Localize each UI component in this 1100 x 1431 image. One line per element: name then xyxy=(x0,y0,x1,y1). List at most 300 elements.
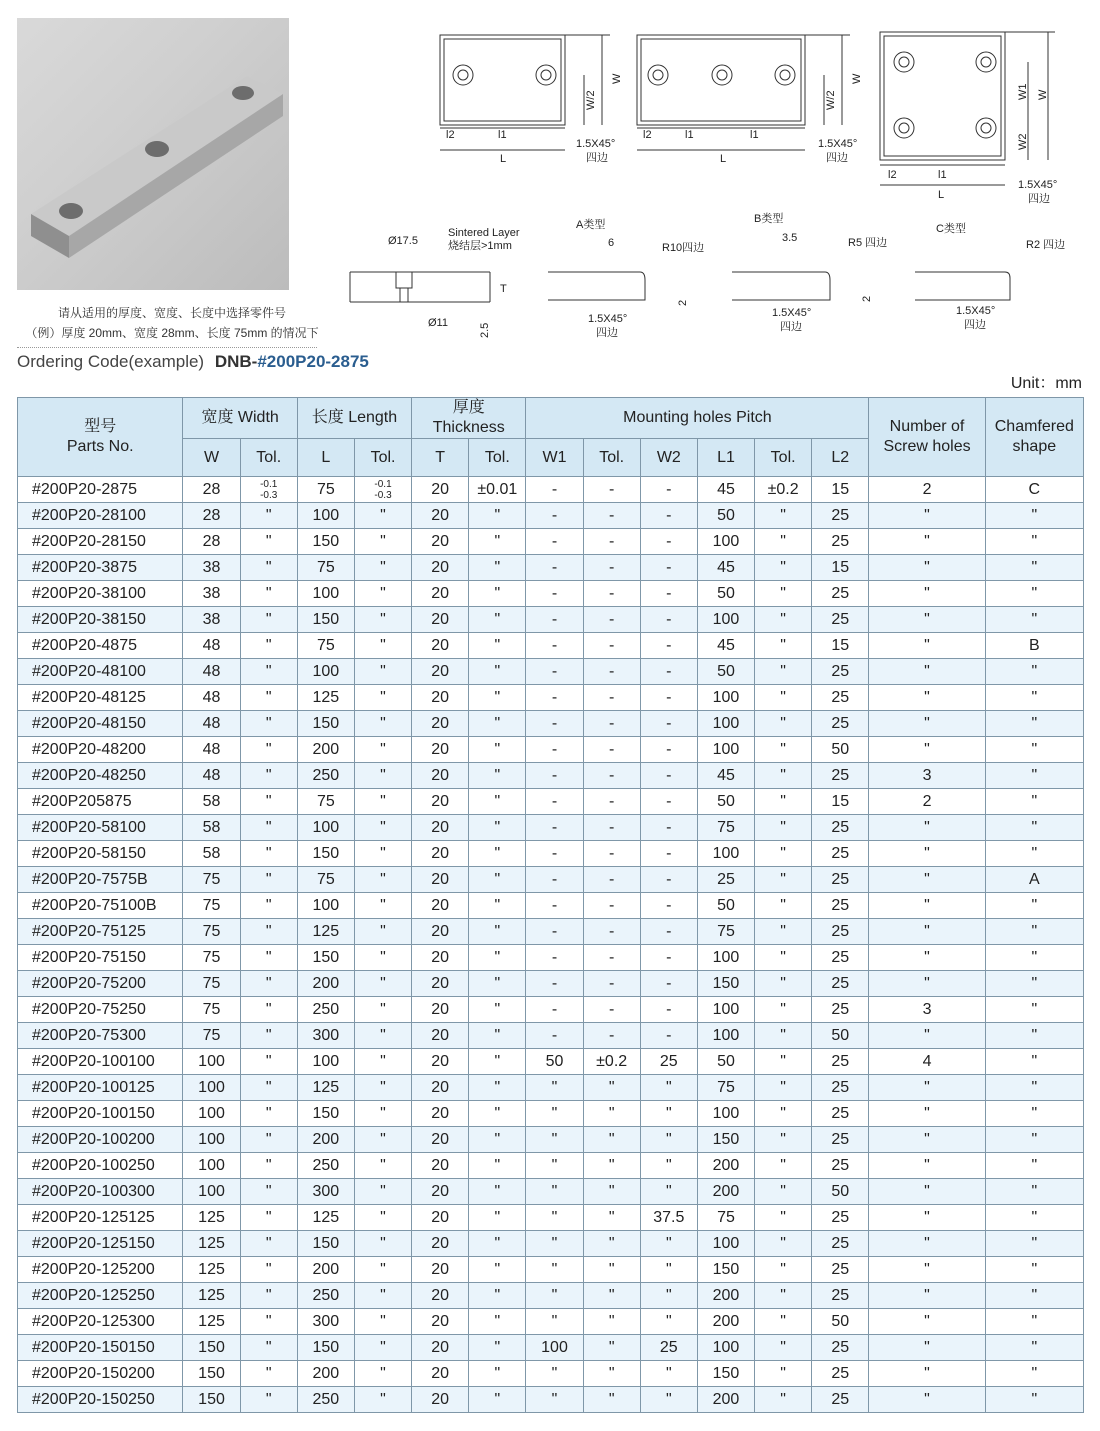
table-cell: " xyxy=(869,1257,985,1283)
table-row xyxy=(18,815,1084,841)
part-number-cell: #200P205875 xyxy=(18,789,183,815)
table-cell: - xyxy=(583,685,640,711)
svg-text:W/2: W/2 xyxy=(585,90,597,110)
table-cell: " xyxy=(354,789,411,815)
table-cell: - xyxy=(583,737,640,763)
divider xyxy=(17,347,317,348)
table-cell: - xyxy=(583,711,640,737)
table-cell: " xyxy=(755,1075,812,1101)
table-cell: 25 xyxy=(812,1231,869,1257)
table-cell: - xyxy=(640,477,697,503)
subheader-cell: Tol. xyxy=(583,439,640,477)
table-cell: " xyxy=(469,737,526,763)
table-cell xyxy=(354,477,411,503)
table-cell: 50 xyxy=(697,789,754,815)
table-cell: - xyxy=(583,919,640,945)
table-cell: " xyxy=(869,1309,985,1335)
ordering-label: Ordering Code(example) xyxy=(17,352,205,371)
table-row xyxy=(18,607,1084,633)
table-cell: - xyxy=(526,815,583,841)
table-cell: 200 xyxy=(297,1127,354,1153)
table-cell: - xyxy=(526,971,583,997)
table-cell: 75 xyxy=(697,1075,754,1101)
table-cell: " xyxy=(755,503,812,529)
table-cell: " xyxy=(985,685,1083,711)
table-cell: " xyxy=(240,1361,297,1387)
table-cell: " xyxy=(469,1023,526,1049)
table-row xyxy=(18,867,1084,893)
table-cell: " xyxy=(985,607,1083,633)
table-cell: 25 xyxy=(812,685,869,711)
table-cell: 75 xyxy=(297,633,354,659)
table-cell: 15 xyxy=(812,633,869,659)
table-row xyxy=(18,1231,1084,1257)
table-cell: - xyxy=(526,1023,583,1049)
table-cell: 100 xyxy=(297,581,354,607)
table-cell: - xyxy=(526,945,583,971)
table-cell: 38 xyxy=(183,607,240,633)
table-cell: " xyxy=(354,1153,411,1179)
table-cell: " xyxy=(583,1231,640,1257)
table-cell: " xyxy=(755,1127,812,1153)
table-cell: 125 xyxy=(183,1231,240,1257)
table-cell: 25 xyxy=(812,763,869,789)
table-cell: " xyxy=(755,555,812,581)
part-number-cell: #200P20-100250 xyxy=(18,1153,183,1179)
svg-text:C类型: C类型 xyxy=(936,223,966,235)
table-cell: " xyxy=(354,1075,411,1101)
table-cell: 20 xyxy=(412,529,469,555)
table-cell: 25 xyxy=(640,1049,697,1075)
part-number-cell: #200P20-150150 xyxy=(18,1335,183,1361)
table-cell: " xyxy=(869,1361,985,1387)
part-number-cell: #200P20-100300 xyxy=(18,1179,183,1205)
table-cell: " xyxy=(755,1179,812,1205)
table-cell: " xyxy=(985,1205,1083,1231)
unit-label: Unit：mm xyxy=(1010,375,1082,392)
table-cell: - xyxy=(640,659,697,685)
table-cell: 20 xyxy=(412,1387,469,1413)
table-cell: " xyxy=(469,555,526,581)
header-chamfer: Chamfered shape xyxy=(985,398,1083,477)
table-cell: " xyxy=(354,1387,411,1413)
svg-text:Ø11: Ø11 xyxy=(428,317,448,329)
svg-text:W: W xyxy=(611,73,623,84)
svg-text:Sintered Layer: Sintered Layer xyxy=(448,227,520,239)
table-cell: 4 xyxy=(869,1049,985,1075)
table-cell: 20 xyxy=(412,893,469,919)
table-cell: " xyxy=(354,685,411,711)
table-cell: " xyxy=(240,815,297,841)
table-cell: " xyxy=(985,1023,1083,1049)
table-cell: " xyxy=(640,1231,697,1257)
table-cell: " xyxy=(985,1101,1083,1127)
table-cell: " xyxy=(240,685,297,711)
table-row xyxy=(18,659,1084,685)
table-cell: 48 xyxy=(183,685,240,711)
table-cell: 100 xyxy=(697,529,754,555)
table-cell: 25 xyxy=(812,1049,869,1075)
table-cell: " xyxy=(583,1257,640,1283)
table-cell: " xyxy=(985,581,1083,607)
table-cell: " xyxy=(985,945,1083,971)
svg-text:L: L xyxy=(720,153,727,165)
table-cell: - xyxy=(640,711,697,737)
table-row xyxy=(18,685,1084,711)
svg-text:四边: 四边 xyxy=(586,152,608,164)
table-cell: " xyxy=(354,737,411,763)
table-cell: " xyxy=(240,1387,297,1413)
table-cell: - xyxy=(640,997,697,1023)
table-cell: " xyxy=(755,815,812,841)
table-row xyxy=(18,919,1084,945)
ordering-code xyxy=(17,352,369,372)
table-cell: 50 xyxy=(526,1049,583,1075)
table-row xyxy=(18,1283,1084,1309)
table-cell: - xyxy=(526,659,583,685)
table-cell: " xyxy=(985,763,1083,789)
table-cell: - xyxy=(526,737,583,763)
table-cell: C xyxy=(985,477,1083,503)
table-cell: " xyxy=(354,763,411,789)
table-cell: 75 xyxy=(183,945,240,971)
table-cell: " xyxy=(755,893,812,919)
table-cell: " xyxy=(240,633,297,659)
table-cell: 250 xyxy=(297,1387,354,1413)
table-cell: 25 xyxy=(812,503,869,529)
table-cell: " xyxy=(985,529,1083,555)
table-cell: " xyxy=(869,711,985,737)
table-cell: - xyxy=(640,867,697,893)
table-cell: - xyxy=(583,893,640,919)
tolerance-stack: -0.1 -0.3 xyxy=(374,478,392,501)
table-cell: " xyxy=(469,1283,526,1309)
table-cell: 75 xyxy=(183,971,240,997)
table-cell: 20 xyxy=(412,1231,469,1257)
table-cell: 20 xyxy=(412,1101,469,1127)
table-cell: " xyxy=(755,1283,812,1309)
header-mounting: Mounting holes Pitch xyxy=(526,398,869,439)
part-number-cell: #200P20-38100 xyxy=(18,581,183,607)
table-cell: " xyxy=(985,1309,1083,1335)
part-number-cell: #200P20-125250 xyxy=(18,1283,183,1309)
table-cell: - xyxy=(526,555,583,581)
table-cell: " xyxy=(755,711,812,737)
table-cell: " xyxy=(583,1335,640,1361)
table-cell: 20 xyxy=(412,867,469,893)
part-number-cell: #200P20-75200 xyxy=(18,971,183,997)
table-row xyxy=(18,841,1084,867)
table-cell: " xyxy=(583,1309,640,1335)
table-cell: " xyxy=(869,633,985,659)
table-cell: 50 xyxy=(697,503,754,529)
svg-text:2: 2 xyxy=(677,299,689,306)
table-row xyxy=(18,893,1084,919)
part-number-cell: #200P20-75150 xyxy=(18,945,183,971)
table-cell: 200 xyxy=(697,1387,754,1413)
table-row xyxy=(18,1205,1084,1231)
table-cell: 28 xyxy=(183,503,240,529)
table-cell: 3 xyxy=(869,763,985,789)
table-cell: " xyxy=(240,997,297,1023)
part-number-cell: #200P20-58100 xyxy=(18,815,183,841)
table-cell: 48 xyxy=(183,633,240,659)
header-parts: 型号 Parts No. xyxy=(18,398,183,477)
table-cell: 100 xyxy=(183,1049,240,1075)
subheader-cell: W2 xyxy=(640,439,697,477)
table-cell: 150 xyxy=(297,1231,354,1257)
table-cell: " xyxy=(869,1205,985,1231)
table-cell: " xyxy=(469,1075,526,1101)
table-cell: 250 xyxy=(297,997,354,1023)
table-cell: " xyxy=(583,1179,640,1205)
header-width: 宽度 Width xyxy=(183,398,297,439)
table-cell: " xyxy=(526,1257,583,1283)
table-cell: - xyxy=(640,945,697,971)
table-cell: 300 xyxy=(297,1309,354,1335)
table-cell: 25 xyxy=(812,1257,869,1283)
table-cell: " xyxy=(354,1335,411,1361)
svg-text:6: 6 xyxy=(608,237,615,249)
table-cell: " xyxy=(640,1101,697,1127)
subheader-cell: L2 xyxy=(812,439,869,477)
part-number-cell: #200P20-28150 xyxy=(18,529,183,555)
table-cell: 38 xyxy=(183,581,240,607)
table-cell: 150 xyxy=(183,1387,240,1413)
svg-text:1.5X45°: 1.5X45° xyxy=(818,138,858,150)
table-cell: 100 xyxy=(697,711,754,737)
table-cell: " xyxy=(869,685,985,711)
table-cell: " xyxy=(985,1283,1083,1309)
svg-text:l2: l2 xyxy=(643,129,652,141)
table-cell: 3 xyxy=(869,997,985,1023)
table-cell: - xyxy=(583,1023,640,1049)
table-cell: 25 xyxy=(812,1153,869,1179)
svg-text:T: T xyxy=(500,283,507,295)
table-cell: 200 xyxy=(697,1283,754,1309)
table-cell: " xyxy=(755,529,812,555)
table-cell: " xyxy=(640,1309,697,1335)
table-cell: " xyxy=(640,1179,697,1205)
part-number-cell: #200P20-100200 xyxy=(18,1127,183,1153)
table-cell: 125 xyxy=(183,1283,240,1309)
table-cell: " xyxy=(869,1075,985,1101)
svg-text:W: W xyxy=(1037,89,1049,100)
table-cell: " xyxy=(583,1283,640,1309)
table-cell: - xyxy=(640,503,697,529)
table-cell: " xyxy=(583,1361,640,1387)
table-cell: 50 xyxy=(697,581,754,607)
table-cell: 15 xyxy=(812,477,869,503)
part-number-cell: #200P20-125200 xyxy=(18,1257,183,1283)
subheader-cell: T xyxy=(412,439,469,477)
table-cell: - xyxy=(640,581,697,607)
table-cell: " xyxy=(755,1361,812,1387)
table-cell: " xyxy=(869,1335,985,1361)
table-cell: " xyxy=(583,1101,640,1127)
table-cell: A xyxy=(985,867,1083,893)
table-cell: ±0.2 xyxy=(755,477,812,503)
table-cell: " xyxy=(755,1335,812,1361)
table-cell: " xyxy=(354,659,411,685)
table-cell: " xyxy=(240,1231,297,1257)
table-cell: 200 xyxy=(697,1179,754,1205)
product-photo xyxy=(17,18,289,290)
table-cell: - xyxy=(526,997,583,1023)
table-cell: " xyxy=(869,503,985,529)
table-cell: " xyxy=(240,607,297,633)
table-cell: 50 xyxy=(697,1049,754,1075)
table-cell: - xyxy=(640,789,697,815)
table-cell: 150 xyxy=(697,1127,754,1153)
table-cell: - xyxy=(640,763,697,789)
table-cell: 100 xyxy=(183,1153,240,1179)
table-cell: " xyxy=(469,763,526,789)
table-cell: 150 xyxy=(183,1335,240,1361)
table-cell: " xyxy=(240,659,297,685)
table-cell: 20 xyxy=(412,763,469,789)
table-cell: " xyxy=(240,1153,297,1179)
table-cell: 45 xyxy=(697,555,754,581)
table-cell: 100 xyxy=(297,815,354,841)
table-cell: " xyxy=(354,555,411,581)
table-cell: 2 xyxy=(869,789,985,815)
table-cell: - xyxy=(526,789,583,815)
svg-text:烧结层>1mm: 烧结层>1mm xyxy=(448,240,512,252)
table-row xyxy=(18,763,1084,789)
svg-text:L: L xyxy=(500,153,507,165)
part-number-cell: #200P20-58150 xyxy=(18,841,183,867)
table-cell: " xyxy=(985,841,1083,867)
table-cell: " xyxy=(985,711,1083,737)
table-cell: - xyxy=(640,971,697,997)
table-cell: 37.5 xyxy=(640,1205,697,1231)
part-number-cell: #200P20-100100 xyxy=(18,1049,183,1075)
table-cell: B xyxy=(985,633,1083,659)
table-cell: " xyxy=(354,893,411,919)
table-cell: " xyxy=(526,1101,583,1127)
table-cell: " xyxy=(583,1153,640,1179)
table-cell: " xyxy=(640,1257,697,1283)
table-cell: 2 xyxy=(869,477,985,503)
table-cell: " xyxy=(469,997,526,1023)
table-cell: " xyxy=(869,1023,985,1049)
table-cell: 25 xyxy=(812,711,869,737)
table-cell: " xyxy=(354,529,411,555)
table-cell: 25 xyxy=(812,919,869,945)
table-cell: " xyxy=(985,659,1083,685)
table-cell: " xyxy=(526,1179,583,1205)
svg-text:2.5: 2.5 xyxy=(479,322,491,338)
part-number-cell: #200P20-7575B xyxy=(18,867,183,893)
table-cell: 75 xyxy=(183,997,240,1023)
table-cell: 150 xyxy=(297,945,354,971)
table-cell: 20 xyxy=(412,685,469,711)
subheader-cell: Tol. xyxy=(240,439,297,477)
table-cell: " xyxy=(583,1205,640,1231)
table-cell: " xyxy=(869,867,985,893)
table-cell: - xyxy=(526,867,583,893)
table-cell: - xyxy=(583,997,640,1023)
table-cell: " xyxy=(869,555,985,581)
table-cell: ±0.2 xyxy=(583,1049,640,1075)
table-cell: " xyxy=(354,971,411,997)
table-cell: - xyxy=(640,685,697,711)
svg-text:Ø17.5: Ø17.5 xyxy=(388,235,418,247)
table-cell: " xyxy=(869,581,985,607)
table-cell: 75 xyxy=(697,815,754,841)
subheader-cell: Tol. xyxy=(755,439,812,477)
svg-text:A类型: A类型 xyxy=(576,219,606,231)
table-cell: 25 xyxy=(812,815,869,841)
table-cell: " xyxy=(469,1127,526,1153)
table-cell: 20 xyxy=(412,919,469,945)
table-cell: " xyxy=(469,1387,526,1413)
table-cell: " xyxy=(640,1127,697,1153)
table-cell: " xyxy=(469,711,526,737)
table-cell: 20 xyxy=(412,1283,469,1309)
svg-text:1.5X45°: 1.5X45° xyxy=(956,305,996,317)
table-cell: " xyxy=(354,1101,411,1127)
table-cell: - xyxy=(526,633,583,659)
table-cell: " xyxy=(869,607,985,633)
subheader-cell: L xyxy=(297,439,354,477)
table-cell: 20 xyxy=(412,815,469,841)
part-number-cell: #200P20-75100B xyxy=(18,893,183,919)
table-cell: " xyxy=(354,1361,411,1387)
table-row xyxy=(18,971,1084,997)
table-row xyxy=(18,1075,1084,1101)
caption-line-2: （例）厚度 20mm、宽度 28mm、长度 75mm 的情况下 xyxy=(25,326,319,340)
table-cell: ±0.01 xyxy=(469,477,526,503)
table-cell: - xyxy=(583,633,640,659)
table-cell: " xyxy=(755,1023,812,1049)
table-cell: 100 xyxy=(697,1101,754,1127)
table-cell: 125 xyxy=(297,919,354,945)
table-row xyxy=(18,1179,1084,1205)
table-cell: " xyxy=(985,503,1083,529)
table-cell: " xyxy=(240,1205,297,1231)
table-cell: " xyxy=(469,1335,526,1361)
table-cell: 25 xyxy=(812,841,869,867)
table-cell: " xyxy=(240,1309,297,1335)
svg-text:W1: W1 xyxy=(1017,83,1029,100)
table-cell: " xyxy=(755,1231,812,1257)
svg-text:四边: 四边 xyxy=(780,321,802,333)
table-cell: " xyxy=(240,737,297,763)
part-number-cell: #200P20-48200 xyxy=(18,737,183,763)
table-cell: " xyxy=(354,1127,411,1153)
table-cell: 300 xyxy=(297,1023,354,1049)
table-cell: " xyxy=(755,763,812,789)
table-cell: " xyxy=(755,607,812,633)
table-cell: - xyxy=(583,763,640,789)
table-cell: - xyxy=(583,477,640,503)
table-row xyxy=(18,945,1084,971)
header-length: 长度 Length xyxy=(297,398,411,439)
table-cell: 25 xyxy=(812,1127,869,1153)
table-cell: " xyxy=(869,1153,985,1179)
table-row xyxy=(18,1127,1084,1153)
table-cell: " xyxy=(469,789,526,815)
table-cell: " xyxy=(985,555,1083,581)
table-cell: 38 xyxy=(183,555,240,581)
table-cell: " xyxy=(354,607,411,633)
table-cell: 100 xyxy=(297,1049,354,1075)
table-cell: 25 xyxy=(640,1335,697,1361)
table-cell: 50 xyxy=(812,1023,869,1049)
table-cell: " xyxy=(985,1257,1083,1283)
